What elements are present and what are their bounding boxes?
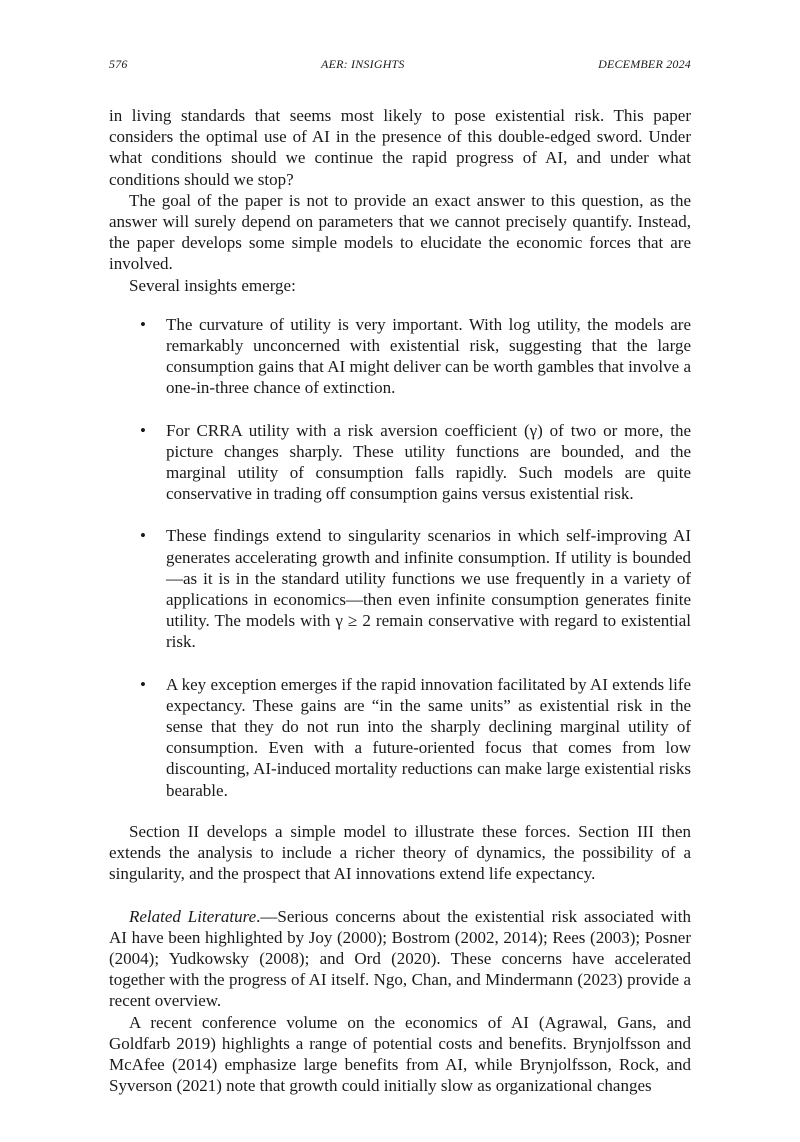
article-body: [109, 105, 691, 1096]
insights-list: [109, 314, 691, 801]
paragraph: Several insights emerge:: [129, 275, 296, 295]
journal-name: AER: INSIGHTS: [321, 57, 405, 71]
list-item: [140, 674, 691, 801]
list-item: [140, 525, 691, 652]
paragraph: Section II develops a simple model to illustrate these forces. Section III then extends the analysis to include a richer theory of dynamics, the possibility of a singularity, and the prospect that AI innovations extend life expectancy.: [109, 821, 691, 884]
related-literature-heading: Related Literature: [129, 906, 257, 926]
related-literature-paragraph: [109, 906, 691, 1012]
bullet-icon: •: [140, 314, 146, 334]
paragraph: A recent conference volume on the economics of AI (Agrawal, Gans, and Goldfarb 2019) highlights a range of potential costs and benefits. Brynjolfsson and McAfee (2014) emphasize large benefits from AI, while Brynjolfsson, Rock, and Syverson (2021) note that growth could initially slow as organizational changes: [109, 1012, 691, 1096]
page-number: 576: [109, 57, 128, 71]
related-literature-text: .—Serious concerns about the existential risk associated with AI have been highlighted by Joy (2000); Bostrom (2002, 2014); Rees (2003); Posner (2004); Yudkowsky (2008); and Ord (2020). These concerns have accelerated together with the progress of AI itself. Ngo, Chan, and Mindermann (2023) provide a recent overview.: [109, 906, 691, 1011]
list-item-text: A key exception emerges if the rapid innovation facilitated by AI extends life expectancy. These gains are “in the same units” as existential risk in the sense that they do not run into the sharply declining marginal utility of consumption. Even with a future-oriented focus that comes from low discounting, AI-induced mortality reductions can make large existential risks bearable.: [166, 674, 691, 800]
list-item: [140, 314, 691, 399]
running-head: [109, 56, 691, 72]
list-item: [140, 420, 691, 505]
paragraph: The goal of the paper is not to provide an exact answer to this question, as the answer will surely depend on parameters that we cannot precisely quantify. Instead, the paper develops some simple models to elucidate the economic forces that are involved.: [109, 190, 691, 274]
bullet-icon: •: [140, 526, 146, 546]
spacer: [109, 885, 691, 906]
list-item-text: The curvature of utility is very important. With log utility, the models are remarkably unconcerned with existential risk, suggesting that the large consumption gains that AI might deliver can be worth gambles that involve a one-in-three chance of extinction.: [166, 314, 691, 398]
bullet-icon: •: [140, 674, 146, 694]
paragraph: in living standards that seems most likely to pose existential risk. This paper considers the optimal use of AI in the presence of this double-edged sword. Under what conditions should we continue the rapid progress of AI, and under what conditions should we stop?: [109, 106, 691, 189]
list-item-text: For CRRA utility with a risk aversion coefficient (γ) of two or more, the picture changes sharply. These utility functions are bounded, and the marginal utility of consumption falls rapidly. Such models are quite conservative in trading off consumption gains versus existential risk.: [166, 420, 691, 504]
bullet-icon: •: [140, 420, 146, 440]
issue-date: DECEMBER 2024: [598, 57, 691, 71]
list-item-text: These findings extend to singularity scenarios in which self-improving AI generates accelerating growth and infinite consumption. If utility is bounded—as it is in the standard utility functions we use frequently in a variety of applications in economics—then even infinite consumption generates finite utility. The models with γ ≥ 2 remain conservative with regard to existential risk.: [166, 526, 691, 652]
